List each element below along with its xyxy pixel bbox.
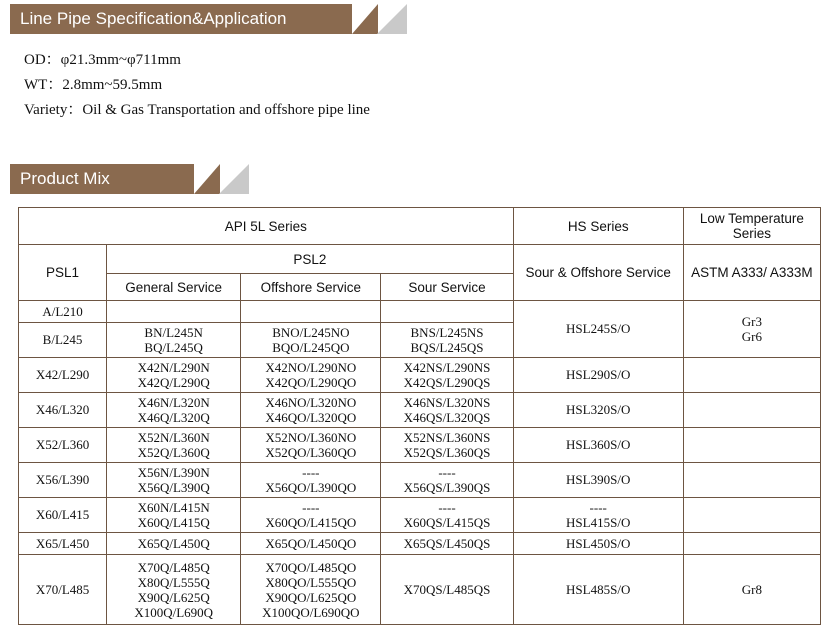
general-service-cell [107,428,241,463]
cell-line: X100QO/L690QO [262,604,360,620]
cell-line: HSL415S/O [566,515,631,530]
cell-line: X46N/L320N [137,395,210,410]
general-service-cell [107,301,241,323]
cell-line: X42QO/L290QO [265,375,357,390]
cell-line: X60N/L415N [137,500,210,515]
spec-value-wt: 2.8mm~59.5mm [62,77,163,93]
cell-line: X80QO/L555QO [265,574,357,590]
general-service-cell [107,323,241,358]
cell-line: BQO/L245QO [272,340,350,355]
grade-cell: B/L245 [19,323,107,358]
low-temp-cell [683,463,820,498]
grade-cell: X46/L320 [19,393,107,428]
cell-line: X42Q/L290Q [137,375,210,390]
cell-line: X52N/L360N [137,430,210,445]
grade-cell: X70/L485 [19,555,107,625]
hs-service-cell: HSL360S/O [513,428,683,463]
sour-service-cell [381,358,513,393]
cell-line: ---- [438,465,456,480]
header-psl2: PSL2 [107,245,514,274]
sour-service-cell [381,323,513,358]
low-temp-cell [683,498,820,533]
offshore-service-cell [241,428,381,463]
product-mix-table [18,207,821,625]
sour-service-cell: X65QS/L450QS [381,533,513,555]
spec-value-od: φ21.3mm~φ711mm [60,52,181,68]
cell-line: ---- [302,465,320,480]
sour-service-cell: X70QS/L485QS [381,555,513,625]
table-row [19,463,821,498]
header-low-temperature-series: Low Temperature Series [683,208,820,245]
header-general-service: General Service [107,274,241,301]
banner-tail-brown [352,4,378,34]
spec-line-wt [24,73,839,98]
header-sour-service: Sour Service [381,274,513,301]
spec-line-variety [24,98,839,123]
cell-line: ---- [438,500,456,515]
cell-line: BQS/L245QS [410,340,484,355]
low-temp-line: Gr6 [741,329,762,344]
cell-line: X46NS/L320NS [403,395,491,410]
table-row [19,555,821,625]
cell-line: X52NS/L360NS [403,430,491,445]
header-api-5l-series: API 5L Series [19,208,514,245]
specification-list [24,48,839,123]
banner-title-product-mix: Product Mix [10,164,194,194]
cell-line: X60QO/L415QO [265,515,357,530]
cell-line: X42QS/L290QS [403,375,491,390]
cell-line: BQ/L245Q [144,340,203,355]
hs-service-cell: HSL290S/O [513,358,683,393]
cell-line: X52QS/L360QS [403,445,491,460]
general-service-cell [107,498,241,533]
general-service-cell [107,555,241,625]
document-page [0,4,839,620]
sour-service-cell [381,393,513,428]
cell-line: X60Q/L415Q [137,515,210,530]
cell-line: X70Q/L485Q [137,559,210,575]
grade-cell: X56/L390 [19,463,107,498]
table-header-row-2 [19,245,821,274]
offshore-service-cell [241,358,381,393]
header-hs-series: HS Series [513,208,683,245]
cell-line: X56Q/L390Q [137,480,210,495]
low-temp-cell [683,301,820,358]
cell-line: X42N/L290N [137,360,210,375]
grade-cell: A/L210 [19,301,107,323]
hs-service-cell: HSL450S/O [513,533,683,555]
general-service-cell [107,358,241,393]
grade-cell: X52/L360 [19,428,107,463]
cell-line: X52QO/L360QO [265,445,357,460]
low-temp-cell [683,358,820,393]
cell-line: X56QO/L390QO [265,480,357,495]
sour-service-cell [381,498,513,533]
cell-line: X90Q/L625Q [137,589,210,605]
low-temp-cell [683,533,820,555]
cell-line: X60QS/L415QS [403,515,491,530]
grade-cell: X65/L450 [19,533,107,555]
offshore-service-cell [241,301,381,323]
hs-service-cell: HSL485S/O [513,555,683,625]
hs-service-cell: HSL390S/O [513,463,683,498]
header-hs-sour-offshore-service: Sour & Offshore Service [513,245,683,301]
hs-service-cell [513,498,683,533]
cell-line: X80Q/L555Q [137,574,210,590]
cell-line: ---- [589,500,607,515]
cell-line: X56QS/L390QS [403,480,491,495]
cell-line: X70QO/L485QO [265,559,357,575]
sour-service-cell [381,463,513,498]
spec-label-od: OD： [24,52,61,68]
offshore-service-cell: X65QO/L450QO [241,533,381,555]
offshore-service-cell [241,555,381,625]
cell-line: X100Q/L690Q [134,604,214,620]
general-service-cell [107,393,241,428]
product-mix-table-wrapper [18,207,821,625]
low-temp-cell [683,393,820,428]
sour-service-cell [381,428,513,463]
offshore-service-cell [241,498,381,533]
spec-line-od [24,48,839,73]
offshore-service-cell [241,323,381,358]
cell-line: X90QO/L625QO [265,589,357,605]
table-row [19,358,821,393]
cell-line: BNO/L245NO [272,325,350,340]
banner-tail-grey-2 [219,164,249,194]
cell-line: X42NS/L290NS [403,360,491,375]
header-psl1: PSL1 [19,245,107,301]
grade-cell: X42/L290 [19,358,107,393]
header-offshore-service: Offshore Service [241,274,381,301]
cell-line: BN/L245N [144,325,203,340]
section-banner-product-mix [10,164,839,194]
general-service-cell: X65Q/L450Q [107,533,241,555]
spec-label-wt: WT： [24,77,63,93]
spec-value-variety: Oil & Gas Transportation and offshore pipe line [82,102,370,118]
product-mix-table-body [19,301,821,625]
spec-label-variety: Variety： [24,102,83,118]
table-row [19,393,821,428]
section-banner-specification [10,4,839,34]
low-temp-cell [683,428,820,463]
offshore-service-cell [241,393,381,428]
header-astm-a333: ASTM A333/ A333M [683,245,820,301]
cell-line: X46Q/L320Q [137,410,210,425]
table-row [19,498,821,533]
low-temp-line: Gr3 [741,314,762,329]
offshore-service-cell [241,463,381,498]
cell-line: X42NO/L290NO [265,360,357,375]
cell-line: X46NO/L320NO [265,395,357,410]
hs-service-cell: HSL320S/O [513,393,683,428]
cell-line: X46QS/L320QS [403,410,491,425]
general-service-cell [107,463,241,498]
table-row [19,301,821,323]
cell-line: X56N/L390N [137,465,210,480]
cell-line: ---- [302,500,320,515]
sour-service-cell [381,301,513,323]
cell-line: BNS/L245NS [410,325,484,340]
cell-line: X46QO/L320QO [265,410,357,425]
cell-line: X52NO/L360NO [265,430,357,445]
banner-title-specification: Line Pipe Specification&Application [10,4,352,34]
table-row [19,428,821,463]
cell-line: X52Q/L360Q [137,445,210,460]
banner-tail-grey [377,4,407,34]
grade-cell: X60/L415 [19,498,107,533]
banner-tail-brown-2 [194,164,220,194]
low-temp-cell: Gr8 [683,555,820,625]
hs-service-cell: HSL245S/O [513,301,683,358]
table-row [19,533,821,555]
table-header-row-1 [19,208,821,245]
